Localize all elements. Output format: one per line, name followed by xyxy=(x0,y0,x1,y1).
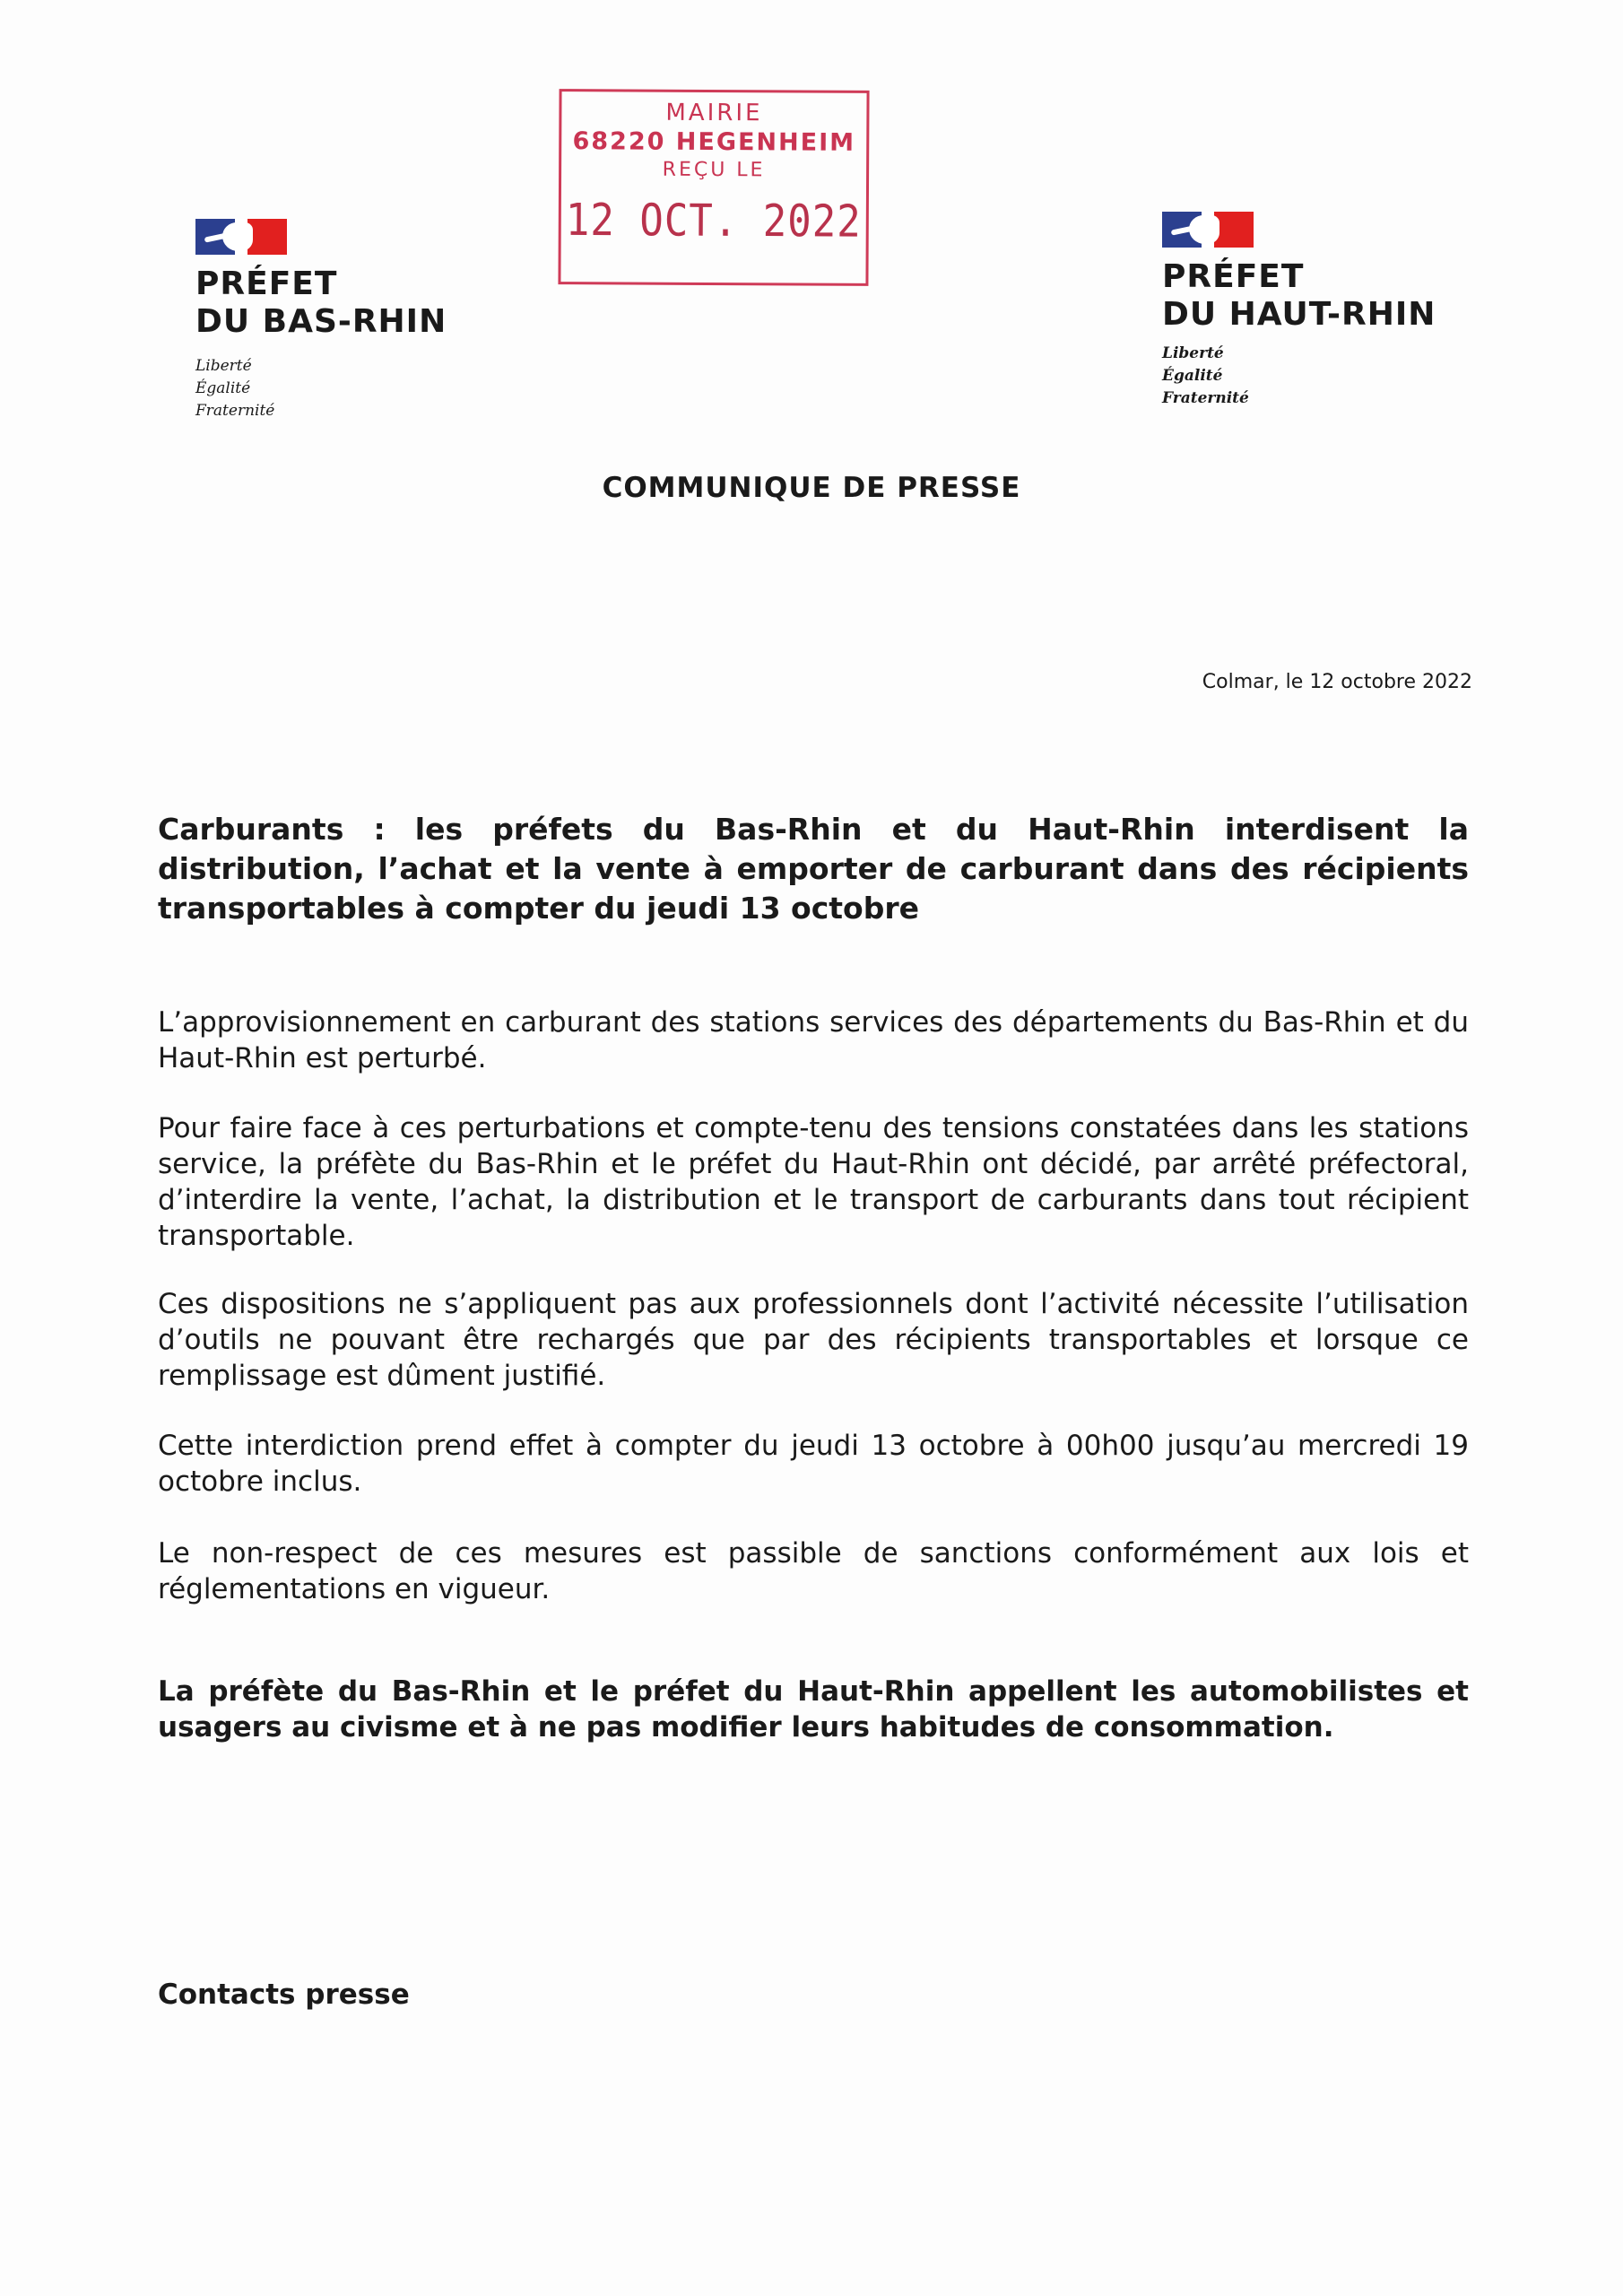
marianne-flag-icon xyxy=(1162,212,1254,248)
logo-name-line1: PRÉFET xyxy=(1162,258,1305,295)
mairie-reception-stamp xyxy=(558,89,869,286)
prefet-bas-rhin-logo xyxy=(195,219,447,422)
body-paragraph: Cette interdiction prend effet à compter du jeudi 13 octobre à 00h00 jusqu’au mercredi 19 octobre inclus. xyxy=(158,1430,1469,1498)
headline: Carburants : les préfets du Bas-Rhin et du Haut-Rhin interdisent la distribution, l’achat et la vente à emporter de carburant dans des récipients transportables à compter du jeudi 13 octobre xyxy=(158,812,1469,926)
motto-fraternite: Fraternité xyxy=(1162,389,1249,407)
logo-name-line1: PRÉFET xyxy=(195,265,338,302)
body-paragraph: Pour faire face à ces perturbations et compte-tenu des tensions constatées dans les stations service, la préfète du Bas-Rhin et le préfet du Haut-Rhin ont décidé, par arrêté préfectoral, d’interdire la vente, l’achat, la distribution et le transport de carburants dans tout récipient transportable. xyxy=(158,1112,1469,1252)
stamp-date: 12 OCT. 2022 xyxy=(565,195,862,248)
logo-motto xyxy=(195,355,447,422)
prefet-haut-rhin-logo xyxy=(1162,212,1436,410)
body-paragraph: Ces dispositions ne s’appliquent pas aux professionnels dont l’activité nécessite l’utilisation d’outils ne pouvant être rechargés que par des récipients transportables et lorsque ce remplissage est dûment justifié. xyxy=(158,1288,1469,1392)
body-paragraph: Le non-respect de ces mesures est passible de sanctions conformément aux lois et réglementations en vigueur. xyxy=(158,1537,1469,1605)
logo-motto xyxy=(1162,343,1436,410)
motto-liberte: Liberté xyxy=(195,357,252,375)
press-release-title: COMMUNIQUE DE PRESSE xyxy=(602,472,1021,504)
stamp-recu-le: REÇU LE xyxy=(662,158,766,182)
stamp-mairie: MAIRIE xyxy=(665,99,763,127)
closing-statement: La préfète du Bas-Rhin et le préfet du Haut-Rhin appellent les automobilistes et usagers au civisme et à ne pas modifier leurs habitudes de consommation. xyxy=(158,1675,1469,1744)
contacts-heading: Contacts presse xyxy=(158,1979,410,2011)
logo-name-line2: DU HAUT-RHIN xyxy=(1162,296,1436,333)
motto-liberte: Liberté xyxy=(1162,344,1224,362)
motto-egalite: Égalité xyxy=(1162,367,1223,385)
marianne-flag-icon xyxy=(195,219,287,255)
motto-fraternite: Fraternité xyxy=(195,402,275,420)
logo-name-line2: DU BAS-RHIN xyxy=(195,303,447,340)
dateline: Colmar, le 12 octobre 2022 xyxy=(1202,671,1472,693)
motto-egalite: Égalité xyxy=(195,379,251,397)
stamp-address: 68220 HEGENHEIM xyxy=(572,127,856,157)
body-paragraph: L’approvisionnement en carburant des stations services des départements du Bas-Rhin et du Haut-Rhin est perturbé. xyxy=(158,1006,1469,1074)
